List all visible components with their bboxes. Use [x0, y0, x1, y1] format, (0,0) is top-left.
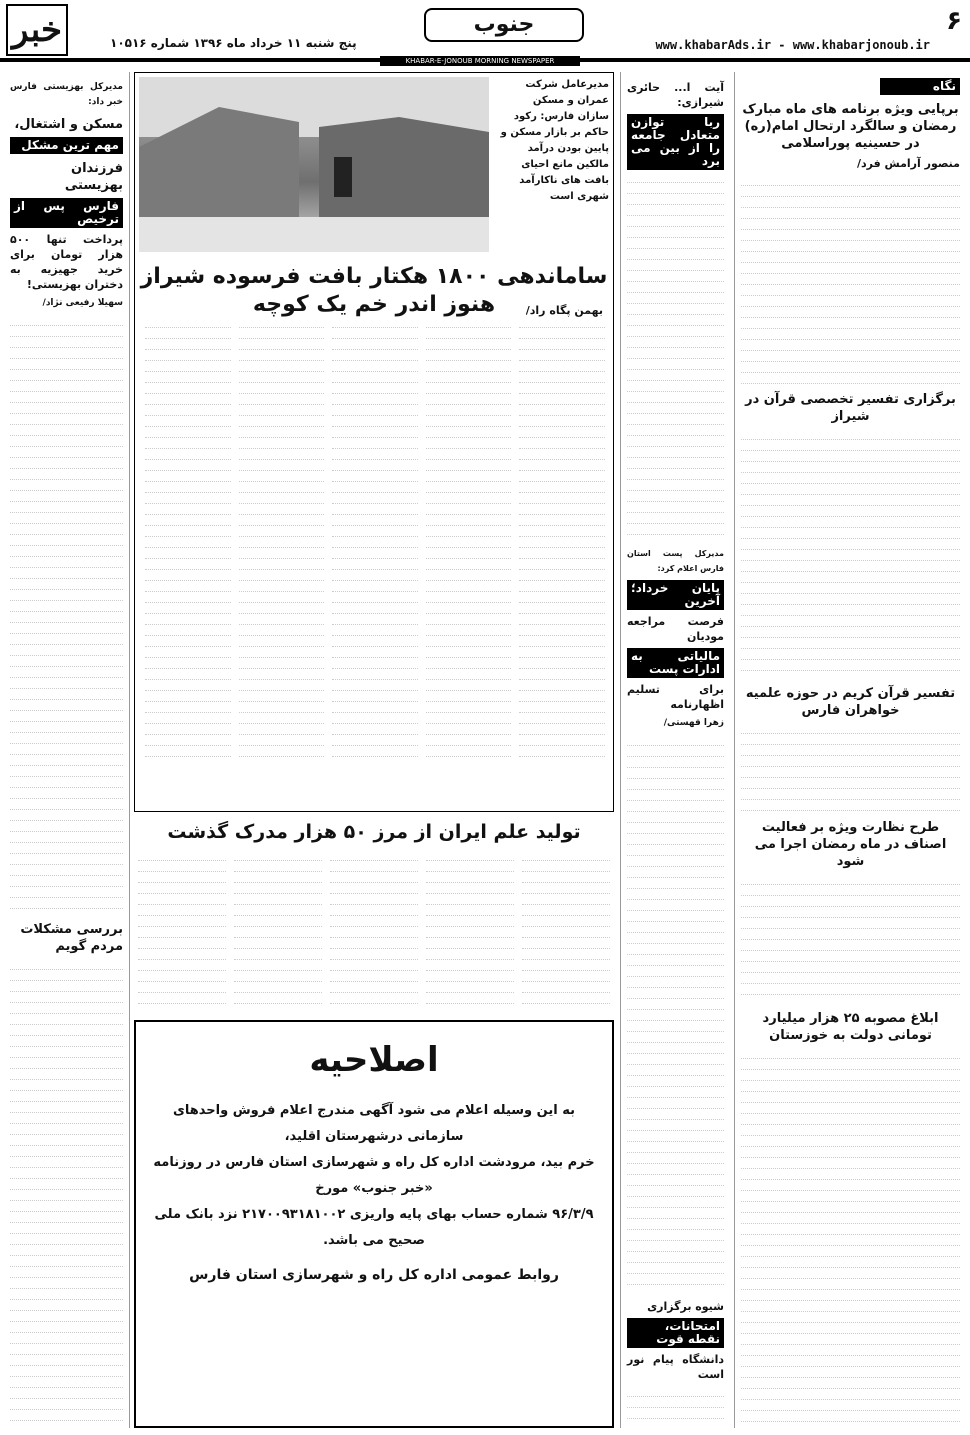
article-body: [741, 175, 960, 385]
photo-caption: مدیرعامل شرکت عمران و مسکن سازان فارس: رکود حاکم بر بازار مسکن و پایین بودن درآمد مالکین مانع احیای بافت های ناکارآمد شهری است: [500, 79, 609, 202]
article-headline: امتحانات، نقطه قوت: [627, 1318, 724, 1348]
article-headline: تولید علم ایران از مرز ۵۰ هزار مدرک گذشت: [167, 821, 581, 843]
notice-body: به این وسیله اعلام می شود آگهی مندرج اعلام فروش واحدهای سازمانی درشهرستان اقلید،: [172, 1103, 575, 1144]
article-headline: پایان خرداد؛ آخرین: [627, 580, 724, 610]
issue-date: پنج شنبه ۱۱ خرداد ماه ۱۳۹۶ شماره ۱۰۵۱۶: [110, 36, 357, 50]
science-story: [134, 816, 614, 1016]
article-headline: مسکن و اشتغال،: [14, 117, 123, 132]
article-headline: برگزاری تفسیر تخصصی قرآن در شیراز: [745, 392, 956, 424]
website-links: www.khabarAds.ir - www.khabarjonoub.ir: [655, 38, 930, 52]
main-story: [134, 72, 614, 812]
news-photo: [139, 77, 489, 252]
notice-body: ۹۶/۳/۹ شماره حساب بهای پایه واریزی ۲۱۷۰۰۹۳۱۸۱۰۰۲ نزد بانک ملی صحیح می باشد.: [154, 1207, 594, 1248]
article-subhead: دانشگاه پیام نور است: [627, 1353, 724, 1381]
article-headline: فرزندان بهزیستی: [64, 161, 123, 193]
article-byline: آیت ا... حائری شیرازی:: [627, 81, 724, 109]
article-headline: بررسی مشکلات مردم گویم: [20, 922, 123, 954]
article-body: [741, 429, 960, 679]
article-body: [627, 172, 724, 542]
article-headline: ابلاغ مصوبه ۲۵ هزار میلیارد تومانی دولت به خوزستان: [762, 1011, 939, 1043]
masthead-strap: KHABAR-E-JONOUB MORNING NEWSPAPER: [380, 56, 580, 66]
article-kicker: مدیرکل پست استان فارس اعلام کرد:: [627, 549, 724, 573]
article-body: [741, 874, 960, 1004]
newspaper-logo: خبر: [6, 4, 68, 56]
article-subhead: مالیاتی به ادارات پست: [627, 648, 724, 678]
article-headline: ربا توازن متعادل جامعه را از بین می برد: [627, 114, 724, 170]
right-column: [734, 72, 966, 1428]
correction-notice: [134, 1020, 614, 1428]
article-body: [627, 735, 724, 1295]
article-headline: تفسیر قرآن کریم در حوزه علمیه خواهران فارس: [745, 686, 956, 718]
article-body: [10, 315, 123, 915]
article-byline: مدیرکل بهزیستی فارس خبر داد:: [10, 82, 123, 107]
ruined-buildings-photo: [139, 77, 489, 252]
article-body: [138, 850, 610, 1010]
article-headline: فارس پس از ترخیص: [10, 198, 123, 228]
page-number: ۶: [946, 6, 962, 36]
article-subhead: فرصت مراجعه مودیان: [627, 615, 724, 643]
notice-title: اصلاحیه: [309, 1040, 439, 1080]
article-body: [627, 1386, 724, 1428]
article-subhead: شیوه برگزاری: [647, 1300, 724, 1313]
notice-signature: روابط عمومی اداره کل راه و شهرسازی استان فارس: [189, 1267, 559, 1283]
article-subhead: برای تسلیم اظهارنامه: [627, 683, 724, 711]
masthead: [0, 0, 970, 70]
article-byline: زهرا قهستی/: [663, 718, 724, 728]
article-headline: طرح نظارت ویژه بر فعالیت اصناف در ماه رمضان اجرا می شود: [754, 820, 947, 869]
article-headline: برپایی ویژه برنامه های ماه مبارک رمضان و سالگرد ارتحال امام(ره) در حسینیه پوراسلامی: [742, 102, 959, 151]
article-byline: بهمن پگاه راد/: [525, 304, 603, 317]
section-title: جنوب: [424, 8, 584, 42]
second-column: [620, 72, 730, 1428]
article-headline: مهم ترین مشکل: [10, 137, 123, 154]
column-kicker: نگاه: [880, 78, 960, 95]
article-body: [741, 1048, 960, 1428]
notice-body: خرم بید، مرودشت اداره کل راه و شهرسازی استان فارس در روزنامه «خبر جنوب» مورخ: [153, 1155, 595, 1196]
article-body: [741, 723, 960, 813]
main-headline: ساماندهی ۱۸۰۰ هکتار بافت فرسوده شیراز هنوز اندر خم یک کوچه: [140, 264, 608, 317]
article-byline: سهیلا رفیعی نژاد/: [42, 298, 123, 308]
article-body: [145, 317, 605, 805]
article-subhead: پرداخت تنها ۵۰۰ هزار تومان برای خرید جهیزیه به دختران بهزیستی!: [10, 233, 123, 291]
article-byline: منصور آرامش فرد/: [857, 157, 960, 170]
article-body: [10, 959, 123, 1428]
left-column: [4, 72, 130, 1428]
